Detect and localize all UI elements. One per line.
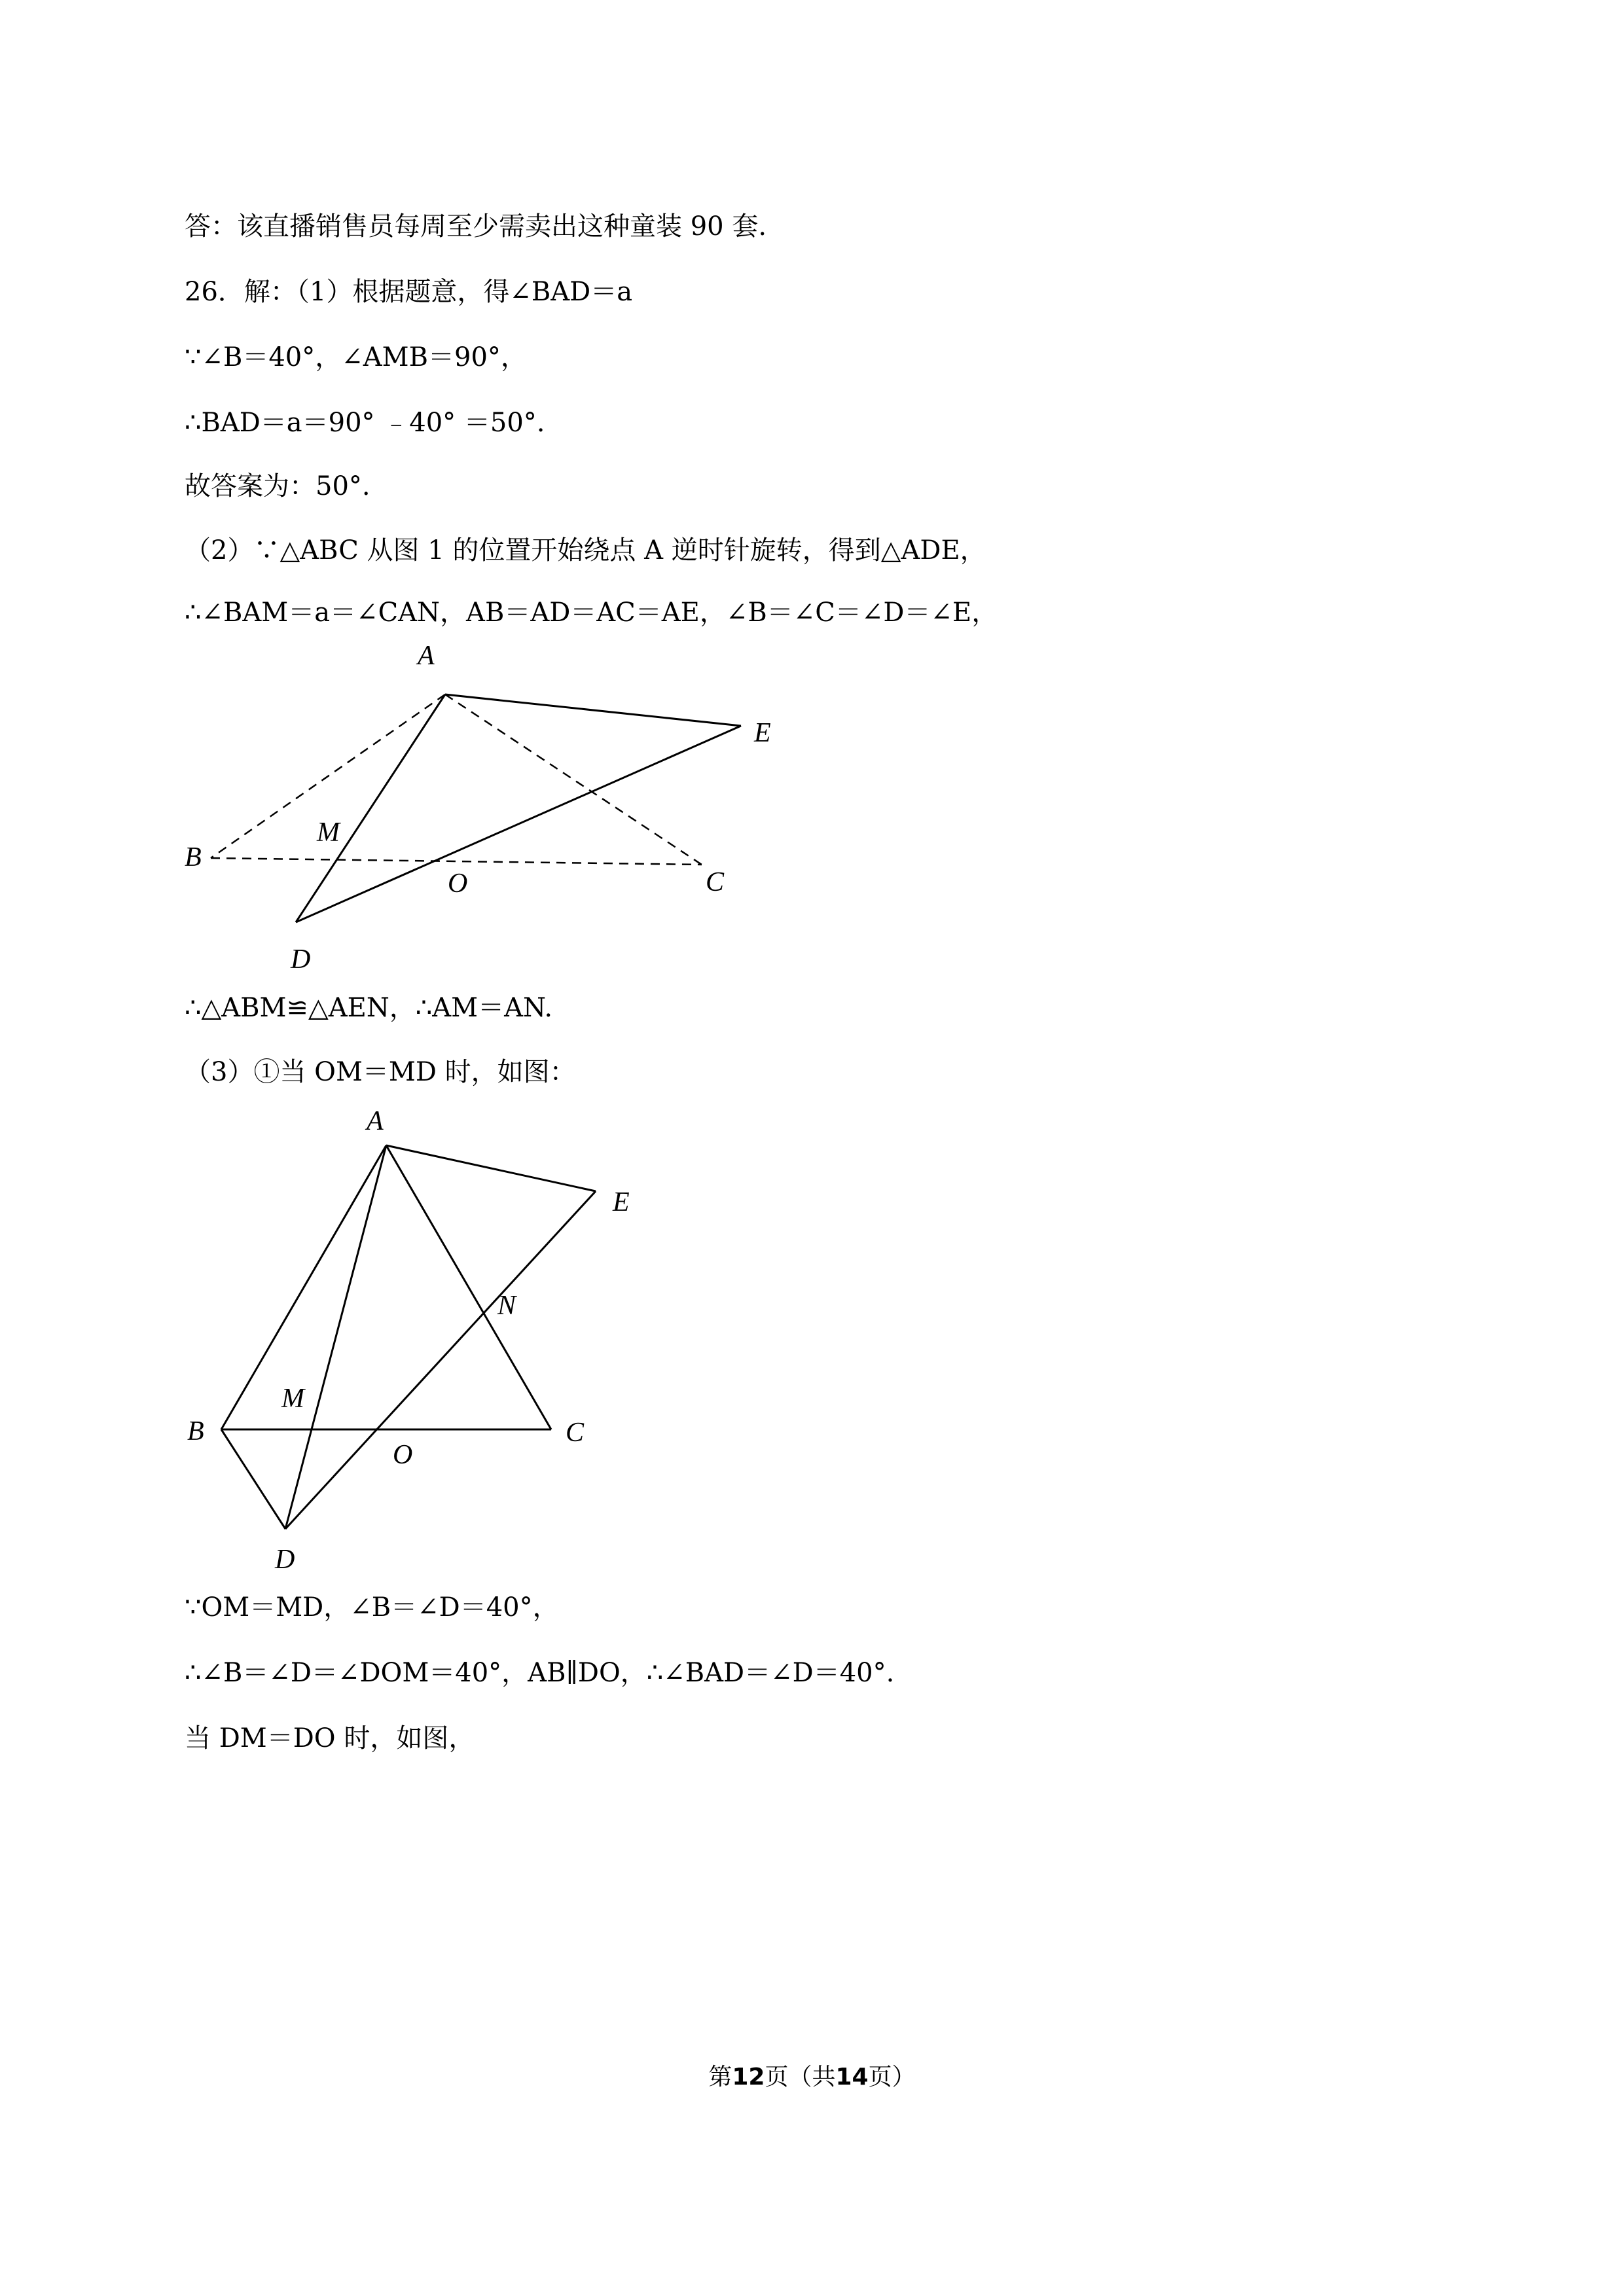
label-N: N (497, 1291, 516, 1321)
footer-suffix: 页） (868, 2064, 916, 2090)
segment-AE (386, 1145, 596, 1191)
label-M: M (317, 817, 340, 848)
segment-AD (296, 694, 445, 922)
label-B: B (187, 1416, 204, 1446)
page-footer (0, 2062, 1624, 2093)
label-D: D (275, 1545, 295, 1575)
footer-total-pages: 14 (835, 2064, 869, 2090)
label-B: B (185, 842, 202, 872)
figure-2 (170, 1106, 694, 1584)
part2-intro-line: （2）∵△ABC 从图 1 的位置开始绕点 A 逆时针旋转，得到△ADE， (185, 535, 986, 565)
part2-equalities-line: ∴∠BAM＝a＝∠CAN，AB＝AD＝AC＝AE，∠B＝∠C＝∠D＝∠E， (185, 598, 998, 628)
figure-1 (170, 641, 812, 985)
q26-part1-line: 26．解：（1）根据题意，得∠BAD＝a (185, 277, 633, 307)
label-O: O (393, 1440, 413, 1470)
footer-page-number: 12 (732, 2064, 765, 2090)
footer-middle: 页（共 (765, 2064, 836, 2090)
parallel-line: ∴∠B＝∠D＝∠DOM＝40°，AB∥DO，∴∠BAD＝∠D＝40°. (185, 1658, 895, 1688)
om-md-line: ∵OM＝MD，∠B＝∠D＝40°， (185, 1592, 559, 1623)
label-D: D (291, 944, 311, 975)
label-A: A (367, 1106, 384, 1136)
bad-calc-line: ∴BAD＝a＝90° ﹣40° ＝50°. (185, 408, 545, 438)
segment-DE (296, 726, 741, 922)
label-M: M (281, 1384, 304, 1414)
part3-case2-line: 当 DM＝DO 时，如图， (185, 1723, 475, 1753)
congruence-line: ∴△ABM≌△AEN，∴AM＝AN. (185, 993, 553, 1023)
segment-BD (221, 1429, 285, 1529)
label-O: O (448, 869, 468, 899)
segment-AC (386, 1145, 551, 1429)
part3-case1-line: （3）①当 OM＝MD 时，如图： (185, 1057, 576, 1087)
segment-DE (285, 1191, 596, 1529)
segment-AD (285, 1145, 386, 1529)
label-E: E (613, 1187, 630, 1217)
answer-50-line: 故答案为：50°. (185, 471, 370, 501)
label-E: E (754, 718, 771, 748)
label-A: A (418, 641, 435, 671)
label-C: C (566, 1418, 585, 1448)
footer-prefix: 第 (708, 2064, 732, 2090)
given-angles-line: ∵∠B＝40°，∠AMB＝90°， (185, 342, 527, 372)
label-C: C (706, 867, 725, 897)
segment-BC-dashed (211, 858, 702, 865)
segment-AE (445, 694, 741, 726)
answer-line: 答：该直播销售员每周至少需卖出这种童装 90 套. (185, 211, 767, 242)
